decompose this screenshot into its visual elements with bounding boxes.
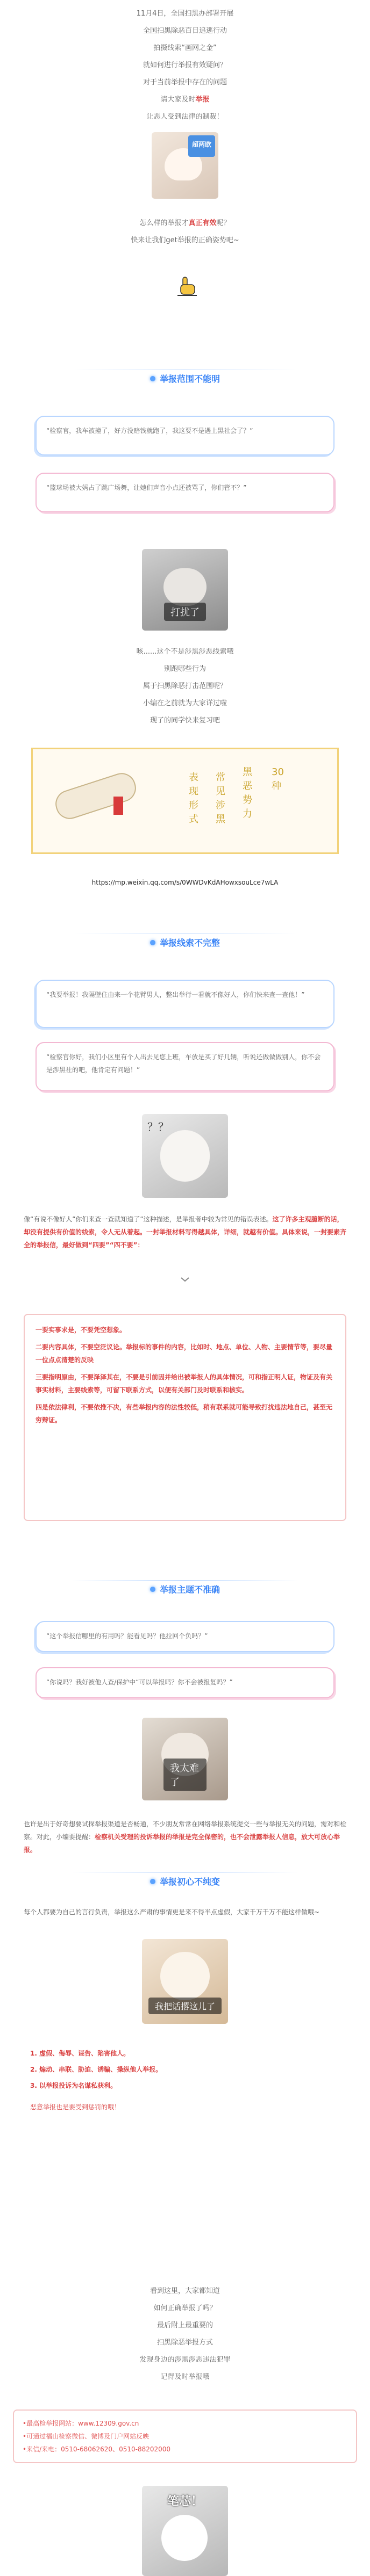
cat-face-shape (160, 1130, 210, 1182)
quote-bubble-4: “检察官你好，我们小区里有个人出去见您上班，车放是买了好几辆，听说还做做做别人，你不会是涉黑社的吧，他肯定有问题！” (35, 1042, 335, 1091)
section-title-3 (0, 1580, 370, 1595)
abuse-list (30, 2045, 342, 2111)
meme-image-1 (152, 132, 218, 199)
quote-bubble-2: “篮球场被大妈占了跳广场舞，让她们声音小点还被骂了，你们管不？” (35, 473, 335, 512)
quote-bubble-1: “检察官，我车被撞了，好方没赔钱就跑了，我这要不是遇上黑社会了？” (35, 416, 335, 455)
section-title-row (150, 936, 220, 949)
meme-badge-text: 超两欧 (191, 141, 211, 148)
after-line: 属于扫黑除恶打击范围呢？ (143, 682, 227, 690)
after-line: 别跑哪些行为 (163, 665, 206, 673)
abuse-item: 3. 以举报投诉为名谋私获利。 (30, 2082, 117, 2089)
banner-col: 黑恶势力 (243, 766, 252, 820)
question-highlight: 真正有效 (188, 219, 217, 227)
meme-marks: ？？ (147, 1120, 169, 1133)
requirement-item: 三要指明原由，不要泽泽其在，不要是引前因并给出被举报人的具体情况，可和指正明人证，物证及有关事实材料，主要线索等，可留下联系方式，以便有关部门及时联系和核实。 (35, 1373, 333, 1394)
paragraph-highlight: 检察机关受理的投诉举报的举报是完全保密的，也不会泄露举报人信息，放大可放心举报。 (24, 1833, 340, 1854)
abuse-item: 2. 煽动、串联、胁迫、诱骗、操纵他人举报。 (30, 2066, 162, 2073)
final-meme-image (142, 2486, 228, 2576)
requirement-item: 一要实事求是，不要凭空想象。 (35, 1326, 126, 1334)
requirement-item: 四是依法律利，不要依推不决，有些举报内容的法性较低，稍有联系就可能导致打扰违法地自己，甚至无穷辩证。 (35, 1403, 333, 1424)
abuse-item: 1. 虚假、侮辱、诬告、陷害他人。 (30, 2050, 130, 2057)
outro-line: 扫黑除恶举报方式 (156, 2339, 213, 2347)
meme-caption: 我把话撂这儿了 (148, 1998, 222, 2014)
hand-pointer-icon (175, 275, 199, 299)
intro-line: 让恶人受到法律的制裁！ (146, 113, 224, 121)
section-title-4 (0, 1872, 370, 1887)
outro-line: 最后附上最重要的 (156, 2321, 213, 2329)
quote-bubble-6: “你说吗？我好被他人查/保护中“可以举报吗？你不会被报复吗？” (35, 1667, 335, 1698)
intro-text (0, 5, 370, 126)
cat-face-shape (163, 568, 207, 606)
meme-image-2 (142, 549, 228, 631)
intro-questions (0, 215, 370, 249)
ribbon-icon (113, 797, 123, 815)
after-line: 小编在之前就为大家详过啦 (143, 699, 227, 707)
final-caption: 笔芯！ (167, 2495, 203, 2508)
article-banner[interactable] (31, 748, 339, 854)
paragraph-text: 也许是出于好奇想要试探举报渠道是否畅通，不少朋友常常在网络举报系统提交一些与举报无关的问题，需对和检察。对此，小编要提醒： (24, 1820, 347, 1841)
section3-paragraph (24, 1818, 346, 1856)
hand-heart-shape (161, 2515, 208, 2561)
intro-report-highlight: 举报 (195, 96, 210, 104)
contact-wechat: •可通过福山检察微信、微博及门户网站反映 (23, 2433, 150, 2440)
scroll-icon (52, 770, 139, 823)
section-title-1 (0, 370, 370, 385)
contact-phone: •来信/来电：0510-68062620、0510-88202000 (23, 2445, 171, 2453)
contact-website[interactable]: •最高检举报网站：www.12309.gov.cn (23, 2420, 139, 2427)
quote-bubble-3: “我要举报！我隔壁住由来一个花臂男人，整出举行一看就不像好人，你们快来查一查他！” (35, 980, 335, 1028)
question-line (0, 215, 370, 232)
requirement-item: 二要内容具体，不要空泛议论。举报标的事件的内容，比如时、地点、单位、人物、主要情节等，要尽量一位点点清楚的反映 (35, 1343, 333, 1364)
intro-line: 拍摄线索“画网之金” (153, 44, 217, 52)
question-line: 快来让我们get举报的正确姿势吧~ (131, 236, 239, 244)
divider-line (72, 1580, 298, 1581)
intro-line: 对于当前举报中存在的问题 (143, 78, 227, 86)
banner-col: 表现形式 (189, 772, 198, 825)
paragraph-text: 像“有说不像好人”你们来查一查就知道了”这种描述，是举报者中较为常见的错误表述。 (24, 1215, 273, 1223)
question-prefix: 怎么样的举报才 (139, 219, 189, 227)
outro-line: 发现身边的涉黑涉恶违法犯罪 (139, 2356, 231, 2364)
intro-line (0, 91, 370, 108)
section-title-text: 举报初心不纯变 (159, 1877, 220, 1887)
banner-col: 常见涉黑 (216, 772, 225, 825)
after-line: 现了的同学快来复习吧 (150, 717, 220, 725)
intro-line: 就如何进行举报有效疑问？ (143, 61, 227, 69)
glow-dot-icon (150, 1587, 155, 1592)
section-title-row (150, 1875, 220, 1887)
glow-dot-icon (150, 376, 155, 381)
outro-line: 看到这里，大家都知道 (150, 2287, 220, 2295)
glow-dot-icon (150, 1879, 155, 1884)
banner-col: 30种 (272, 766, 284, 792)
meme-caption: 打扰了 (164, 603, 206, 621)
intro-line: 全国扫黑除恶百日追逃行动 (143, 27, 227, 35)
section-title-row (150, 1583, 220, 1595)
contact-box (13, 2409, 357, 2463)
question-suffix: 呢？ (216, 219, 231, 227)
section-title-text: 举报线索不完整 (159, 938, 220, 948)
paragraph-highlight: 这了许多主观臆断的话，却没有提供有价值的线索，令人无从着起。一封举报材料写得越具体，详细，就越有价值。具体来说，一封要素齐全的举报信，最好做到“四要”“四不要”： (24, 1215, 347, 1249)
section1-after-text (0, 643, 370, 729)
cat-face-shape (160, 1952, 210, 2000)
section-title-text: 举报主题不准确 (159, 1584, 220, 1595)
section-title-text: 举报范围不能明 (159, 374, 220, 384)
outro-line: 如何正确举报了吗？ (153, 2304, 217, 2312)
intro-line-text: 请大家及时 (160, 96, 196, 104)
quote-bubble-5: “这个举报信哪里的有用吗？能看见吗？他拉回个负吗？” (35, 1621, 335, 1652)
meme-image-3 (142, 1114, 228, 1198)
section-title-row (150, 372, 220, 385)
warning-text: 恶意举报也是要受到惩罚的哦！ (30, 2103, 121, 2111)
meme-image-4 (142, 1718, 228, 1800)
outro-text (0, 2283, 370, 2386)
section2-paragraph (24, 1213, 346, 1251)
intro-line: 11月4日，全国扫黑办部署开展 (136, 10, 234, 18)
meme-image-5 (142, 1939, 228, 2024)
glow-dot-icon (150, 940, 155, 945)
section4-intro: 每个人都要为自己的言行负责，举报这么严肃的事情更是来不得半点虚假，大家千万千万不能这样做哦~ (24, 1908, 320, 1916)
meme-caption: 我太难了 (163, 1759, 207, 1791)
divider-line (72, 1872, 298, 1873)
outro-line: 记得及时举报哦 (160, 2373, 210, 2381)
article-link[interactable]: https://mp.weixin.qq.com/s/0WWDvKdAHowxsouLce7wLA (91, 879, 279, 886)
requirements-box (24, 1314, 346, 1521)
section-title-2 (0, 934, 370, 949)
after-line: 咳......这个不是涉黑涉恶线索哦 (136, 648, 234, 656)
chevron-down-icon (180, 1274, 190, 1285)
